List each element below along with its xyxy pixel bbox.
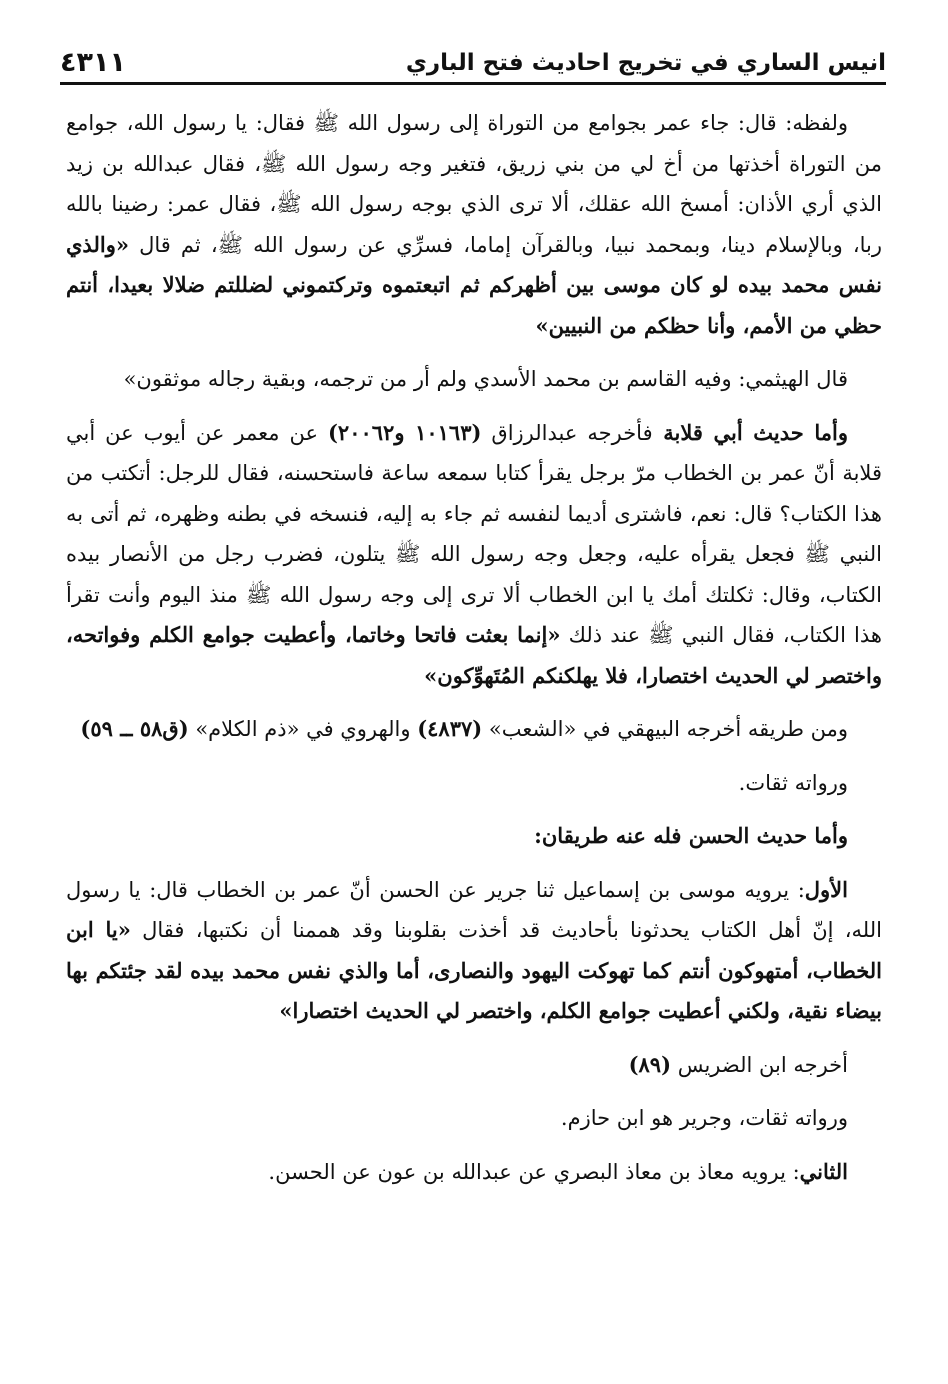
reference-number: (٨٩) [628,1051,672,1077]
route-label: الأول [804,876,848,902]
paragraph-text: قال الهيثمي: وفيه القاسم بن محمد الأسدي ولم أر من ترجمه، وبقية رجاله موثقون» [123,367,848,391]
reference-number: (٤٨٣٧) [417,716,483,741]
paragraph-first-route [66,870,882,1032]
route-label: الثاني [799,1158,848,1184]
paragraph-ibn-durays [66,1045,882,1086]
page-body [66,103,882,1192]
section-heading: وأما حديث أبي قلابة [652,419,849,445]
paragraph-jarir [66,1098,882,1139]
paragraph-text: ورواته ثقات، وجرير هو ابن حازم. [560,1106,848,1130]
paragraph-text: ولفظه: قال: جاء عمر بجوامع من التوراة إلى رسول الله ﷺ فقال: يا رسول الله، جوامع من التوراة أخذتها من أخ لي من بني زريق، فتغير وجه رسول الله ﷺ، فقال عبدالله بن زيد الذي أري الأذان: أمسخ الله عقلك، ألا ترى الذي بوجه رسول الله ﷺ، فقال عمر: رضينا بالله ربا، وبالإسلام دينا، وبمحمد نبيا، وبالقرآن إماما، فسرِّي عن رسول الله ﷺ، ثم قال [66,111,882,257]
paragraph-ruwatuhu [66,763,882,804]
paragraph-haythami [66,359,882,400]
running-title: انيس الساري في تخريج احاديث فتح الباري [405,50,886,76]
paragraph-text: فأخرجه عبدالرزاق [481,420,653,445]
hadith-quote: «إنما بعثت فاتحا وخاتما، وأعطيت جوامع الكلم وفواتحه، واختصر لي الحديث اختصارا، فلا يهلكنكم المُتَهوِّكون» [66,622,882,688]
hadith-quote: «يا ابن الخطاب، أمتهوكون أنتم كما تهوكت اليهود والنصارى، أما والذي نفس محمد بيده لقد جئتكم بها بيضاء نقية، ولكني أعطيت جوامع الكلم، واختصر لي الحديث اختصارا» [66,917,882,1023]
paragraph-lafzuhu [66,103,882,346]
paragraph-text: والهروي في «ذم الكلام» [188,717,418,741]
page-header [60,28,886,85]
paragraph-hasan-heading [66,816,882,857]
paragraph-text: أخرجه ابن الضريس [671,1052,848,1077]
paragraph-text: ومن طريقه أخرجه البيهقي في «الشعب» [482,717,848,741]
paragraph-second-route [66,1152,882,1193]
paragraph-text: عن معمر عن أيوب عن أبي قلابة أنّ عمر بن الخطاب مرّ برجل يقرأ كتابا سمعه ساعة فاستحسنه، فقال للرجل: أتكتب من هذا الكتاب؟ قال: نعم، فاشترى أديما لنفسه ثم جاء به إليه، فنسخه في بطنه وظهره، ثم أتى به النبي ﷺ فجعل يقرأه عليه، وجعل وجه رسول الله ﷺ يتلون، فضرب رجل من الأنصار بيده الكتاب، وقال: ثكلتك أمك يا ابن الخطاب ألا ترى إلى وجه رسول الله ﷺ منذ اليوم وأنت تقرأ هذا الكتاب، فقال النبي ﷺ عند ذلك [66,420,882,647]
section-heading: وأما حديث الحسن فله عنه طريقان: [534,823,848,848]
reference-number: (١٠١٦٣ و٢٠٠٦٢) [327,419,482,445]
paragraph-text: : يرويه موسى بن إسماعيل ثنا جرير عن الحسن أنّ عمر بن الخطاب قال: يا رسول الله، إنّ أهل الكتاب يحدثونا بأحاديث قد أخذت بقلوبنا وقد هممنا أن نكتبها، فقال [66,877,882,942]
paragraph-text: : يرويه معاذ بن معاذ البصري عن عبدالله بن عون عن الحسن. [268,1159,800,1184]
paragraph-bayhaqi [66,709,882,750]
page-number: ٤٣١١ [60,47,126,78]
reference-number: (ق٥٨ ــ ٥٩) [80,716,189,741]
paragraph-text: ورواته ثقات. [738,770,848,795]
paragraph-abu-qilaba [66,413,882,697]
hadith-quote: «والذي نفس محمد بيده لو كان موسى بين أظهركم ثم اتبعتموه وتركتموني لضللتم ضلالا بعيدا، أنتم حظي من الأمم، وأنا حظكم من النبيين» [66,231,882,338]
